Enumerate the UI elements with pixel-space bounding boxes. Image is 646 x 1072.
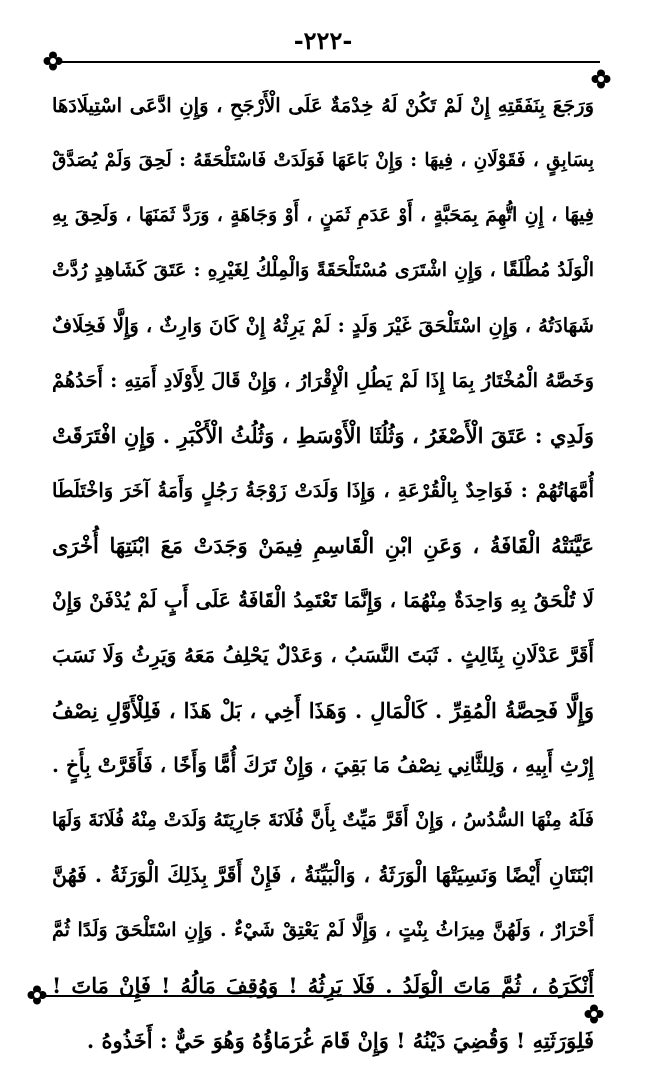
text-line: وَلَدِي : عَتَقَ الْأَصْغَرُ ، وَثُلُثَا الْأَوْسَطِ ، وَثُلُثُ الْأَكْبَرِ . وَإِنِ افْتَرَقَتْ (52, 423, 594, 448)
text-line: ابْنَتَانِ أَيْضًا وَنَسِيَتْهَا الْوَرَثَةُ ، وَالْبَيِّنَةُ ، فَإِنْ أَقَرَّ بِذَلِكَ الْوَرَثَةُ . فَهُنَّ (52, 863, 594, 887)
ornament-icon (591, 69, 611, 89)
text-line: الْوَلَدُ مُطْلَقًا ، وَإِنِ اشْتَرَى مُسْتَلْحَقَةً وَالْمِلْكُ لِغَيْرِهِ : عَتَقَ كَشَاهِدٍ رُدَّتْ (52, 259, 594, 281)
text-line: أَقَرَّ عَدْلَانِ بِثَالِثٍ . ثَبَتَ النَّسَبُ ، وَعَدْلٌ يَحْلِفُ مَعَهُ وَيَرِثُ وَلَا نَسَبَ (52, 643, 594, 667)
text-line: فَلِوَرَثَتِهِ ! وَقُضِيَ دَيْنُهُ ! وَإِنْ قَامَ غُرَمَاؤُهُ وَهُوَ حَيٌّ : أَخَذُوهُ . (86, 1028, 594, 1053)
text-line: وَخَصَّهُ الْمُخْتَارُ بِمَا إِذَا لَمْ يَطُلِ الْإِقْرَارُ ، وَإِنْ قَالَ لِأَوْلَادِ أَمَتِهِ : أَحَدُهُمْ (52, 369, 594, 392)
text-line: لَا تُلْحَقُ بِهِ وَاحِدَةٌ مِنْهُمَا ، وَإِنَّمَا تَعْتَمِدُ الْقَافَةُ عَلَى أَبٍ لَمْ يُدْفَنْ وَإِنْ (52, 588, 594, 612)
text-line: إِرْثِ أَبِيهِ ، وَلِلثَّانِي نِصْفُ مَا بَقِيَ ، وَإِنْ تَرَكَ أُمًّا وَأَخًا ، فَأَقَرَّتْ بِأَخٍ . (52, 753, 594, 777)
text-line: وَرَجَعَ بِنَفَقَتِهِ إِنْ لَمْ تَكُنْ لَهُ خِدْمَةٌ عَلَى الْأَرْجَحِ ، وَإِنِ ادَّعَى اسْتِيلَادَهَا (52, 94, 594, 117)
text-line: بِسَابِقٍ ، فَقَوْلَانِ ، فِيهَا : وَإِنْ بَاعَهَا فَوَلَدَتْ فَاسْتَلْحَقَهُ : لَحِقَ وَلَمْ يُصَدَّقْ (52, 150, 594, 171)
page-number: -٢٢٢- (293, 26, 353, 55)
body-text (52, 78, 594, 1068)
text-line: أَنْكَرَهُ ، ثُمَّ مَاتَ الْوَلَدُ . فَلَا يَرِثُهُ ! وَوُقِفَ مَالُهُ ! فَإِنْ مَاتَ ! (52, 973, 594, 998)
text-line: عَيَّنَتْهُ الْقَافَةُ ، وَعَنِ ابْنِ الْقَاسِمِ فِيمَنْ وَجَدَتْ مَعَ ابْنَتِهَا أُخْرَى (52, 533, 594, 558)
ornament-icon (27, 985, 47, 1005)
text-line: فِيهَا ، إِنِ اتُّهِمَ بِمَحَبَّةٍ ، أَوْ عَدَمِ ثَمَنٍ ، أَوْ وَجَاهَةٍ ، وَرَدَّ ثَمَنَهَا ، وَلَحِقَ بِهِ (52, 204, 594, 226)
text-line: أَحْرَارٌ ، وَلَهُنَّ مِيرَاثُ بِنْتٍ ، وَإِلَّا لَمْ يَعْتِقْ شَيْءٌ . وَإِنِ اسْتَلْحَقَ وَلَدًا ثُمَّ (52, 919, 594, 941)
text-line: فَلَهُ مِنْهَا السُّدُسُ ، وَإِنْ أَقَرَّ مَيِّتٌ بِأَنَّ فُلَانَةَ جَارِيَتَهُ وَلَدَتْ مِنْهُ فُلَانَةَ وَلَهَا (52, 809, 594, 831)
ornament-icon (43, 51, 63, 71)
text-line: أُمَّهَاتُهُمْ : فَوَاحِدٌ بِالْقُرْعَةِ ، وَإِذَا وَلَدَتْ زَوْجَةُ رَجُلٍ وَأَمَةُ آخَرَ وَاخْتَلَطَا (52, 479, 594, 502)
text-line: وَإِلَّا فَحِصَّةُ الْمُقِرِّ . كَالْمَالِ . وَهَذَا أَخِي ، بَلْ هَذَا ، فَلِلْأَوَّلِ نِصْفُ (52, 698, 594, 723)
text-line: شَهَادَتُهُ ، وَإِنِ اسْتَلْحَقَ غَيْرَ وَلَدٍ : لَمْ يَرِثْهُ إِنْ كَانَ وَارِثٌ ، وَإِلَّا فَخِلَافٌ (52, 314, 594, 337)
top-rule (44, 61, 600, 63)
